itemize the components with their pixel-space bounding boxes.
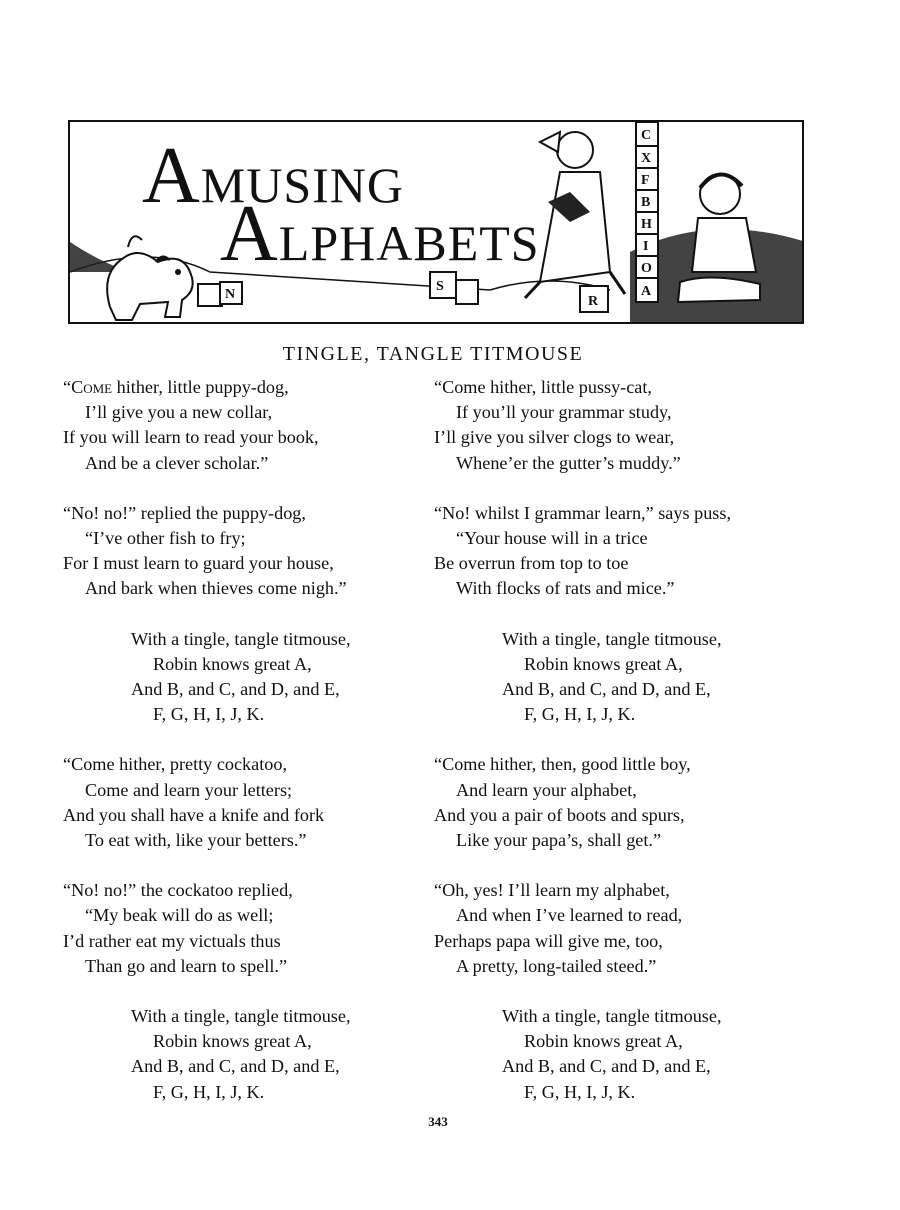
poem-line: F, G, H, I, J, K. bbox=[153, 1081, 265, 1102]
poem-line: With a tingle, tangle titmouse, bbox=[131, 628, 351, 649]
poem-line: And learn your alphabet, bbox=[456, 779, 637, 800]
poem-line: Whene’er the gutter’s muddy.” bbox=[456, 452, 681, 473]
poem-line: Be overrun from top to toe bbox=[434, 553, 629, 574]
block-letter: N bbox=[225, 287, 236, 302]
poem-line: With a tingle, tangle titmouse, bbox=[131, 1006, 351, 1027]
poem-line: “Come hither, then, good little boy, bbox=[434, 754, 691, 775]
poem-line: For I must learn to guard your house, bbox=[63, 553, 334, 574]
stanza bbox=[63, 375, 423, 476]
poem-line: If you will learn to read your book, bbox=[63, 427, 319, 448]
block-letter: R bbox=[588, 294, 599, 309]
poem-line: And you shall have a knife and fork bbox=[63, 804, 325, 825]
block-letter: C bbox=[641, 128, 652, 143]
poem-line: “I’ve other fish to fry; bbox=[85, 528, 246, 549]
block-letter: X bbox=[641, 151, 652, 166]
poem-line: “No! no!” replied the puppy-dog, bbox=[63, 502, 306, 523]
girl-icon bbox=[525, 132, 625, 298]
puppy-icon bbox=[107, 236, 193, 320]
block-r bbox=[580, 286, 608, 312]
poem-line: “Come hither, little pussy-cat, bbox=[434, 377, 652, 397]
poem-title: TINGLE, TANGLE TITMOUSE bbox=[282, 343, 584, 365]
poem-line: “No! no!” the cockatoo replied, bbox=[63, 880, 293, 901]
poem-line: “Your house will in a trice bbox=[456, 528, 648, 549]
poem-line: “Oh, yes! I’ll learn my alphabet, bbox=[434, 880, 670, 901]
page-number: 343 bbox=[428, 1114, 448, 1129]
stanza bbox=[434, 878, 814, 979]
stanza bbox=[63, 878, 423, 979]
poem-line: And B, and C, and D, and E, bbox=[131, 679, 340, 700]
poem-line: And be a clever scholar.” bbox=[85, 452, 269, 473]
stanza bbox=[434, 752, 814, 853]
poem-line: To eat with, like your betters.” bbox=[85, 830, 307, 851]
stanza bbox=[434, 375, 814, 476]
poem-line: Robin knows great A, bbox=[153, 653, 312, 674]
stanza bbox=[63, 752, 423, 853]
poem-line: Perhaps papa will give me, too, bbox=[434, 930, 663, 951]
stanza bbox=[434, 501, 814, 602]
poem-line: I’ll give you silver clogs to wear, bbox=[434, 427, 675, 448]
poem-line: I’d rather eat my victuals thus bbox=[63, 930, 281, 951]
poem-line: With a tingle, tangle titmouse, bbox=[502, 628, 722, 649]
chorus bbox=[434, 627, 814, 728]
block-n bbox=[198, 282, 242, 306]
banner-title-line-2: ALPHABETS bbox=[220, 190, 540, 278]
poem-line: Robin knows great A, bbox=[524, 653, 683, 674]
poem-line: “No! whilst I grammar learn,” says puss, bbox=[434, 502, 731, 523]
block-letter: F bbox=[641, 173, 650, 188]
poem-line: Than go and learn to spell.” bbox=[85, 955, 288, 976]
block-letter: A bbox=[641, 284, 652, 299]
block-tower bbox=[636, 122, 658, 302]
block-letter: H bbox=[641, 217, 652, 232]
poem-line: With flocks of rats and mice.” bbox=[456, 578, 675, 599]
poem-line: “My beak will do as well; bbox=[85, 905, 274, 926]
poem-line: Robin knows great A, bbox=[153, 1031, 312, 1052]
right-column bbox=[434, 375, 814, 1105]
poem-line: If you’ll your grammar study, bbox=[456, 402, 672, 423]
poem-line: And B, and C, and D, and E, bbox=[502, 1056, 711, 1077]
poem-line: F, G, H, I, J, K. bbox=[153, 704, 265, 725]
header-banner bbox=[68, 120, 804, 324]
poem-line: “Come hither, little puppy-dog, bbox=[63, 377, 289, 397]
poem-line: F, G, H, I, J, K. bbox=[524, 704, 636, 725]
chorus bbox=[63, 1004, 423, 1105]
block-letter: S bbox=[436, 279, 444, 294]
chorus bbox=[434, 1004, 814, 1105]
poem-line: Like your papa’s, shall get.” bbox=[456, 830, 662, 851]
poem-line: With a tingle, tangle titmouse, bbox=[502, 1006, 722, 1027]
left-column bbox=[63, 375, 423, 1105]
poem-line: F, G, H, I, J, K. bbox=[524, 1081, 636, 1102]
poem-line: And B, and C, and D, and E, bbox=[131, 1056, 340, 1077]
block-letter: B bbox=[641, 195, 651, 210]
block-s bbox=[430, 272, 478, 304]
banner-title-line-1: AMUSING bbox=[142, 132, 405, 220]
poem-line: And you a pair of boots and spurs, bbox=[434, 804, 685, 825]
poem-line: “Come hither, pretty cockatoo, bbox=[63, 754, 288, 775]
stanza bbox=[63, 501, 423, 602]
poem-line: A pretty, long-tailed steed.” bbox=[456, 955, 657, 976]
poem-line: And bark when thieves come nigh.” bbox=[85, 578, 347, 599]
poem-line: And B, and C, and D, and E, bbox=[502, 679, 711, 700]
block-letter: I bbox=[643, 239, 649, 254]
block-letter: O bbox=[641, 261, 652, 276]
poem-line: I’ll give you a new collar, bbox=[85, 402, 273, 423]
poem-line: And when I’ve learned to read, bbox=[456, 905, 683, 926]
poem-line: Come and learn your letters; bbox=[85, 779, 293, 800]
poem-line: Robin knows great A, bbox=[524, 1031, 683, 1052]
chorus bbox=[63, 627, 423, 728]
